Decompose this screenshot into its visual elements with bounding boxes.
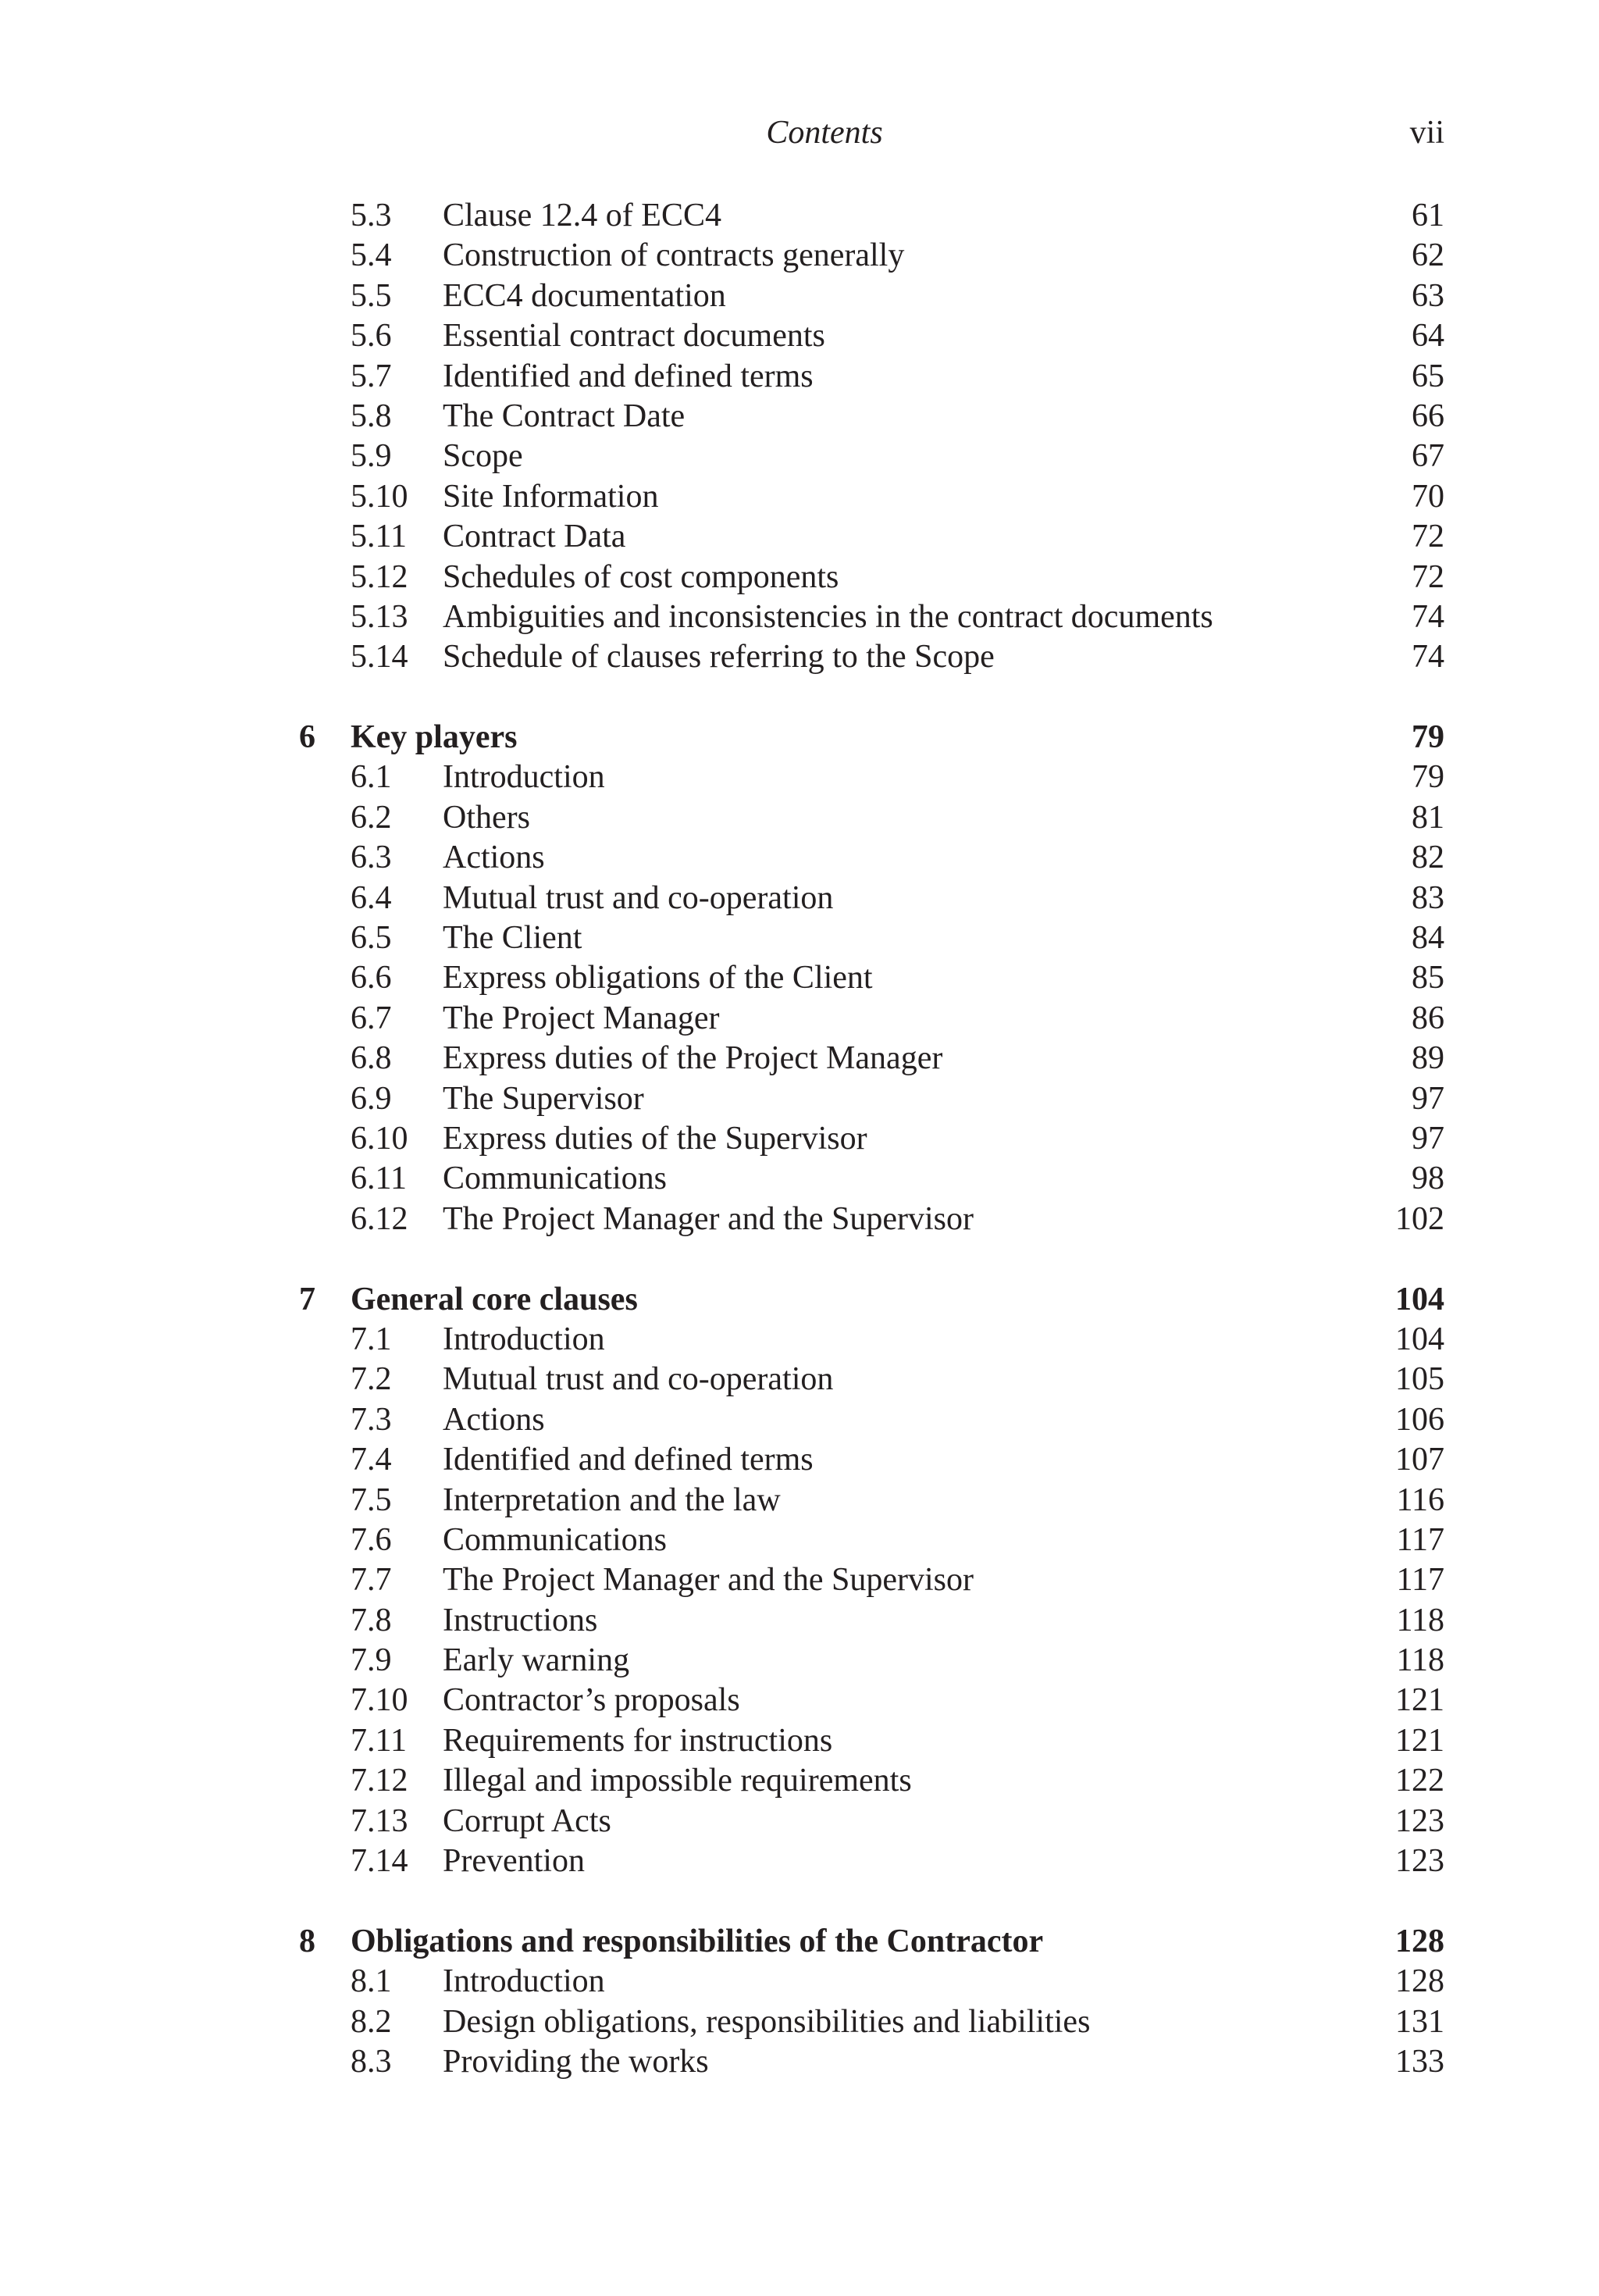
toc-section-entry [0, 1200, 1599, 1239]
toc-page-number: 117 [1396, 1521, 1444, 1558]
toc-page-number: 64 [1412, 318, 1444, 355]
toc-section-entry [0, 597, 1599, 637]
running-head [0, 109, 1599, 156]
section-number: 5.8 [351, 398, 392, 434]
toc-chapter-entry [0, 1280, 1599, 1320]
section-title: Instructions [443, 1602, 598, 1638]
section-title: Early warning [443, 1642, 630, 1679]
section-title: The Client [443, 920, 582, 957]
section-title: The Project Manager and the Supervisor [443, 1562, 974, 1599]
section-number: 6.2 [351, 799, 392, 836]
toc-page-number: 107 [1395, 1442, 1444, 1478]
toc-section-entry [0, 1119, 1599, 1159]
chapter-title: General core clauses [351, 1281, 638, 1317]
toc-section-entry [0, 1320, 1599, 1360]
section-title: Ambiguities and inconsistencies in the contract documents [443, 598, 1213, 635]
toc-page-number: 123 [1395, 1843, 1444, 1880]
section-title: The Supervisor [443, 1080, 644, 1117]
toc-section-entry [0, 758, 1599, 797]
toc-spacer [0, 1881, 1599, 1921]
toc-section-entry [0, 236, 1599, 276]
toc-section-entry [0, 637, 1599, 677]
section-number: 6.3 [351, 840, 392, 876]
section-title: Introduction [443, 1963, 605, 2000]
toc-section-entry [0, 1601, 1599, 1641]
toc-section-entry [0, 437, 1599, 476]
section-title: Illegal and impossible requirements [443, 1763, 912, 1799]
section-title: Introduction [443, 1321, 605, 1357]
section-number: 6.5 [351, 920, 392, 957]
toc-section-entry [0, 999, 1599, 1039]
toc-section-entry [0, 196, 1599, 236]
toc-section-entry [0, 558, 1599, 597]
toc-section-entry [0, 1761, 1599, 1801]
toc-section-entry [0, 838, 1599, 878]
toc-page-number: 82 [1412, 840, 1444, 876]
toc-section-entry [0, 1681, 1599, 1720]
toc-section-entry [0, 879, 1599, 918]
section-title: Contract Data [443, 519, 626, 555]
section-title: The Project Manager and the Supervisor [443, 1200, 974, 1237]
toc-page-number: 97 [1412, 1120, 1444, 1157]
toc-page-number: 84 [1412, 920, 1444, 957]
toc-section-entry [0, 1400, 1599, 1440]
toc-page-number: 79 [1412, 759, 1444, 796]
section-number: 5.11 [351, 519, 407, 555]
toc-section-entry [0, 357, 1599, 397]
section-title: Communications [443, 1160, 667, 1197]
toc-page-number: 74 [1412, 598, 1444, 635]
section-number: 6.8 [351, 1040, 392, 1077]
section-title: Actions [443, 1401, 545, 1438]
section-title: Actions [443, 840, 545, 876]
toc-page-number: 106 [1395, 1401, 1444, 1438]
section-number: 7.4 [351, 1442, 392, 1478]
toc-section-entry [0, 798, 1599, 838]
section-number: 7.14 [351, 1843, 408, 1880]
chapter-title: Key players [351, 719, 518, 756]
toc-page-number: 117 [1396, 1562, 1444, 1599]
toc-page-number: 70 [1412, 478, 1444, 515]
toc-section-entry [0, 1159, 1599, 1199]
toc-page-number: 72 [1412, 558, 1444, 595]
section-title: Express duties of the Supervisor [443, 1120, 867, 1157]
toc-section-entry [0, 276, 1599, 316]
section-number: 8.2 [351, 2003, 392, 2040]
section-title: Introduction [443, 759, 605, 796]
toc-page-number: 102 [1395, 1200, 1444, 1237]
section-number: 7.3 [351, 1401, 392, 1438]
section-number: 7.5 [351, 1481, 392, 1518]
toc-section-entry [0, 1079, 1599, 1119]
toc-section-entry [0, 1802, 1599, 1841]
toc-page-number: 98 [1412, 1160, 1444, 1197]
toc-page-number: 121 [1395, 1722, 1444, 1759]
section-number: 6.7 [351, 1000, 392, 1036]
toc-page-number: 118 [1396, 1602, 1444, 1638]
section-title: Contractor’s proposals [443, 1682, 740, 1719]
section-title: Clause 12.4 of ECC4 [443, 198, 721, 234]
toc-section-entry [0, 477, 1599, 517]
toc-page-number: 61 [1412, 198, 1444, 234]
toc-section-entry [0, 1560, 1599, 1600]
toc-section-entry [0, 397, 1599, 437]
section-number: 5.6 [351, 318, 392, 355]
section-number: 7.8 [351, 1602, 392, 1638]
section-number: 5.9 [351, 438, 392, 475]
toc-section-entry [0, 1521, 1599, 1560]
section-number: 6.4 [351, 879, 392, 916]
section-title: Site Information [443, 478, 659, 515]
toc-section-entry [0, 1962, 1599, 2002]
toc-page-number: 116 [1396, 1481, 1444, 1518]
section-title: Schedule of clauses referring to the Scope [443, 639, 995, 676]
chapter-title: Obligations and responsibilities of the Contractor [351, 1923, 1044, 1959]
toc-page-number: 74 [1412, 639, 1444, 676]
section-title: Express duties of the Project Manager [443, 1040, 943, 1077]
toc-page-number: 85 [1412, 960, 1444, 996]
section-number: 6.11 [351, 1160, 407, 1197]
section-title: Design obligations, responsibilities and liabilities [443, 2003, 1091, 2040]
section-title: Identified and defined terms [443, 1442, 814, 1478]
toc-page-number: 83 [1412, 879, 1444, 916]
toc-section-entry [0, 2042, 1599, 2082]
section-title: Mutual trust and co-operation [443, 879, 834, 916]
section-title: The Contract Date [443, 398, 686, 434]
section-number: 8.3 [351, 2043, 392, 2080]
toc-page-number: 133 [1395, 2043, 1444, 2080]
toc-page-number: 123 [1395, 1802, 1444, 1839]
toc-page-number: 128 [1395, 1963, 1444, 2000]
toc-page-number: 62 [1412, 237, 1444, 274]
section-number: 7.11 [351, 1722, 407, 1759]
section-number: 5.7 [351, 358, 392, 394]
section-title: Interpretation and the law [443, 1481, 781, 1518]
section-number: 6.9 [351, 1080, 392, 1117]
toc-chapter-entry [0, 1922, 1599, 1962]
toc-page-number: 97 [1412, 1080, 1444, 1117]
toc-section-entry [0, 1481, 1599, 1521]
toc-page-number: 131 [1395, 2003, 1444, 2040]
toc-section-entry [0, 1360, 1599, 1399]
section-title: Mutual trust and co-operation [443, 1361, 834, 1398]
table-of-contents [0, 196, 1599, 2082]
toc-page-number: 104 [1395, 1281, 1444, 1317]
toc-page-number: 72 [1412, 519, 1444, 555]
section-number: 7.13 [351, 1802, 408, 1839]
toc-page-number: 104 [1395, 1321, 1444, 1357]
toc-page-number: 118 [1396, 1642, 1444, 1679]
toc-section-entry [0, 517, 1599, 557]
section-title: Schedules of cost components [443, 558, 839, 595]
section-number: 7.7 [351, 1562, 392, 1599]
toc-section-entry [0, 316, 1599, 356]
page-number: vii [1409, 115, 1444, 151]
toc-page-number: 128 [1395, 1923, 1444, 1959]
section-title: Scope [443, 438, 523, 475]
toc-page-number: 81 [1412, 799, 1444, 836]
section-number: 7.2 [351, 1361, 392, 1398]
chapter-number: 7 [299, 1281, 315, 1317]
chapter-number: 8 [299, 1923, 315, 1959]
section-number: 7.6 [351, 1521, 392, 1558]
section-title: Others [443, 799, 530, 836]
toc-page-number: 67 [1412, 438, 1444, 475]
section-title: Corrupt Acts [443, 1802, 611, 1839]
toc-page-number: 63 [1412, 277, 1444, 314]
toc-section-entry [0, 2002, 1599, 2042]
section-number: 8.1 [351, 1963, 392, 2000]
toc-page-number: 105 [1395, 1361, 1444, 1398]
toc-page-number: 89 [1412, 1040, 1444, 1077]
section-number: 6.1 [351, 759, 392, 796]
toc-page-number: 86 [1412, 1000, 1444, 1036]
section-number: 5.13 [351, 598, 408, 635]
toc-chapter-entry [0, 718, 1599, 758]
section-number: 5.10 [351, 478, 408, 515]
toc-section-entry [0, 1440, 1599, 1480]
section-title: Requirements for instructions [443, 1722, 833, 1759]
section-title: Communications [443, 1521, 667, 1558]
section-title: Providing the works [443, 2043, 709, 2080]
toc-section-entry [0, 1641, 1599, 1681]
section-title: ECC4 documentation [443, 277, 726, 314]
toc-spacer [0, 1239, 1599, 1279]
section-number: 7.10 [351, 1682, 408, 1719]
section-number: 5.14 [351, 639, 408, 676]
section-title: Construction of contracts generally [443, 237, 905, 274]
section-number: 7.1 [351, 1321, 392, 1357]
toc-page-number: 65 [1412, 358, 1444, 394]
toc-section-entry [0, 1039, 1599, 1078]
chapter-number: 6 [299, 719, 315, 756]
section-title: Identified and defined terms [443, 358, 814, 394]
section-number: 5.3 [351, 198, 392, 234]
toc-page-number: 66 [1412, 398, 1444, 434]
running-title: Contents [766, 115, 883, 151]
toc-page-number: 122 [1395, 1763, 1444, 1799]
section-number: 5.5 [351, 277, 392, 314]
toc-spacer [0, 678, 1599, 718]
section-title: The Project Manager [443, 1000, 720, 1036]
section-title: Express obligations of the Client [443, 960, 873, 996]
toc-section-entry [0, 1721, 1599, 1761]
section-number: 5.4 [351, 237, 392, 274]
toc-section-entry [0, 958, 1599, 998]
section-number: 6.10 [351, 1120, 408, 1157]
toc-section-entry [0, 1841, 1599, 1881]
section-title: Essential contract documents [443, 318, 825, 355]
section-title: Prevention [443, 1843, 585, 1880]
toc-page-number: 79 [1412, 719, 1444, 756]
section-number: 5.12 [351, 558, 408, 595]
section-number: 7.12 [351, 1763, 408, 1799]
section-number: 6.6 [351, 960, 392, 996]
section-number: 7.9 [351, 1642, 392, 1679]
toc-section-entry [0, 918, 1599, 958]
toc-page-number: 121 [1395, 1682, 1444, 1719]
section-number: 6.12 [351, 1200, 408, 1237]
